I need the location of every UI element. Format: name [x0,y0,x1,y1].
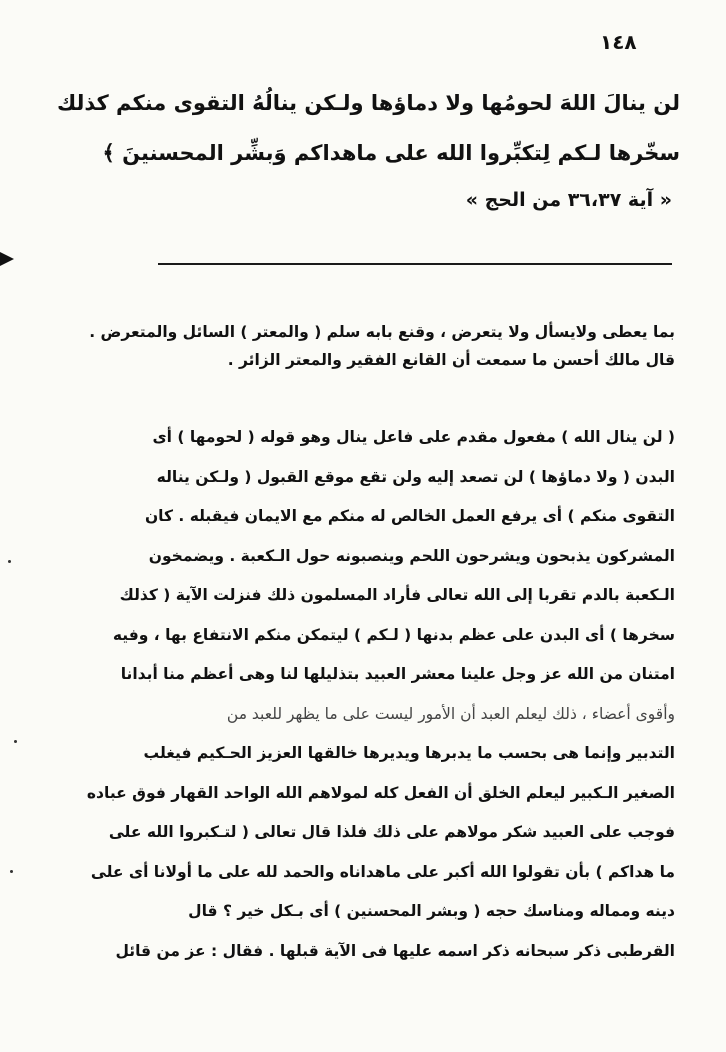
text-line: فوجب على العبيد شكر مولاهم على ذلك فلذا قال تعالى ( لتـكبروا الله على [108,823,675,841]
text-line: امتنان من الله عز وجل علينا معشر العبيد بتذليلها لنا وهى أعظم منا أبدانا [120,665,675,683]
margin-arrow-mark [0,252,14,266]
text-line: ما هداكم ) بأن تقولوا الله أكبر على ماهداناه والحمد لله على ما أولانا أى على [90,862,675,881]
text-line: التقوى منكم ) أى يرفع العمل الخالص له منكم مع الايمان فيقبله . كان [144,507,675,525]
margin-dot-mark [8,560,11,563]
intro-paragraph [89,318,675,374]
margin-dot-mark [14,740,17,743]
text-line: المشركون يذبحون ويشرحون اللحم وينصبونه حول الـكعبة . ويضمخون [148,546,675,565]
text-line: القرطبى ذكر سبحانه ذكر اسمه عليها فى الآية قبلها . فقال : عز من قائل [115,941,675,960]
text-line: دينه ومماله ومناسك حجه ( وبشر المحسنين ) أى بـكل خير ؟ قال [188,902,675,920]
margin-dot-mark [10,870,13,873]
verse-reference: « آية ٣٦،٣٧ من الحج » [465,189,672,211]
text-line: سخرها ) أى البدن على عظم بدنها ( لـكم ) ليتمكن منكم الانتفاع بها ، وفيه [112,625,675,644]
text-line: وأقوى أعضاء ، ذلك ليعلم العبد أن الأمور ليست على ما يظهر للعبد من [226,704,675,723]
text-line: الصغير الـكبير ليعلم الخلق أن الفعل كله لمولاهم الله الواحد القهار فوق عباده [86,783,675,802]
section-divider [158,263,672,265]
text-line: التدبير وإنما هى بحسب ما يدبرها ويديرها خالقها العزيز الحـكيم فيغلب [143,744,675,762]
commentary-paragraph [86,418,675,971]
text-line: الـكعبة بالدم تقربا إلى الله تعالى فأراد المسلمون ذلك فنزلت الآية ( كذلك [119,586,675,604]
text-line: بما يعطى ولايسأل ولا يتعرض ، وقنع بابه سلم ( والمعتر ) السائل والمتعرض . [89,323,675,341]
text-line: البدن ( ولا دماؤها ) لن تصعد إليه ولن تقع موقع القبول ( ولـكن يناله [156,467,675,486]
verse-line: لن ينالَ اللهَ لحومُها ولا دماؤها ولـكن ينالُهُ التقوى منكم كذلك [56,91,680,115]
text-line: ( لن ينال الله ) مفعول مقدم على فاعل ينال وهو قوله ( لحومها ) أى [152,428,675,446]
quran-verse-block [56,78,680,222]
text-line: قال مالك أحسن ما سمعت أن القانع الفقير والمعتر الزائر . [227,351,675,369]
verse-line: سخّرها لـكم لِتكبِّروا الله على ماهداكم وَبشِّر المحسنينَ ﴾ [102,141,680,165]
page-number: ١٤٨ [600,30,637,54]
